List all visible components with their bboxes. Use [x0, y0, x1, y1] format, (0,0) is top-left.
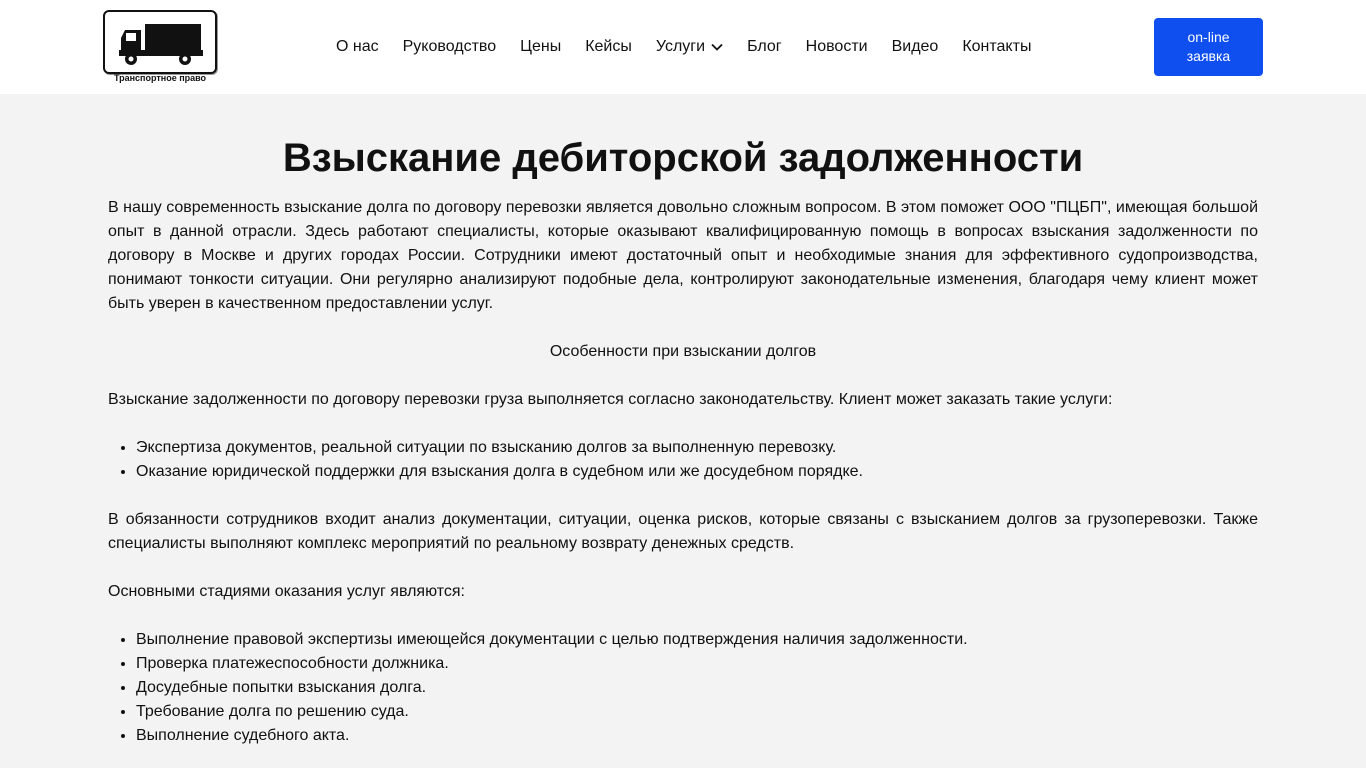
- list-item: • Выполнение правовой экспертизы имеющейся документации с целью подтверждения наличия задолженности.: [136, 628, 1258, 652]
- stages-intro: Основными стадиями оказания услуг являются:: [108, 583, 465, 600]
- cta-line2: заявка: [1186, 48, 1231, 64]
- logo-caption: Транспортное право: [113, 73, 207, 83]
- nav-item-services-label: Услуги: [655, 38, 706, 55]
- online-request-button[interactable]: [1154, 18, 1263, 76]
- services-list: [108, 436, 1258, 484]
- nav-item-contacts[interactable]: Контакты: [962, 38, 1032, 55]
- nav-item-management[interactable]: Руководство: [402, 38, 497, 55]
- cta-line1: on-line: [1187, 29, 1230, 45]
- main-content: [108, 132, 1258, 748]
- site-logo[interactable]: [103, 10, 217, 86]
- nav-item-about[interactable]: О нас: [336, 38, 379, 55]
- list-item: • Экспертиза документов, реальной ситуации по взысканию долгов за выполненную перевозку.: [136, 436, 1258, 460]
- stages-list: [108, 628, 1258, 748]
- section-subheading: Особенности при взыскании долгов: [549, 343, 817, 360]
- list-item: • Досудебные попытки взыскания долга.: [136, 676, 1258, 700]
- nav-item-blog[interactable]: Блог: [747, 38, 782, 55]
- duties-paragraph: В обязанности сотрудников входит анализ документации, ситуации, оценка рисков, которые связаны с взысканием долгов за грузоперевозки. Также специалисты выполняют комплекс мероприятий по реальному возврату денежных средств.: [108, 511, 1258, 552]
- truck-icon: [105, 12, 215, 72]
- nav-item-news[interactable]: Новости: [805, 38, 868, 55]
- list-item: • Требование долга по решению суда.: [136, 700, 1258, 724]
- list-item: • Проверка платежеспособности должника.: [136, 652, 1258, 676]
- intro-paragraph: В нашу современность взыскание долга по договору перевозки является довольно сложным вопросом. В этом поможет ООО "ПЦБП", имеющая большой опыт в данной отрасли. Здесь работают специалисты, которые оказывают квалифицированную помощь в вопросах взыскания задолженности по договору в Москве и других городах России. Сотрудники имеют достаточный опыт и необходимые знания для эффективного судопроизводства, понимают тонкости ситуации. Они регулярно анализируют подобные дела, контролируют законодательные изменения, благодаря чему клиент может быть уверен в качественном предоставлении услуг.: [108, 199, 1258, 312]
- list-item: • Выполнение судебного акта.: [136, 724, 1258, 748]
- services-intro: Взыскание задолженности по договору перевозки груза выполняется согласно законодательству. Клиент может заказать такие услуги:: [108, 391, 1113, 408]
- logo-frame: [103, 10, 217, 74]
- nav-item-prices[interactable]: Цены: [520, 38, 562, 55]
- nav-item-services[interactable]: [644, 38, 735, 56]
- list-item: • Оказание юридической поддержки для взыскания долга в судебном или же досудебном порядке.: [136, 460, 1258, 484]
- main-nav: [324, 34, 1043, 60]
- nav-item-video[interactable]: Видео: [891, 38, 939, 55]
- site-header: [0, 0, 1366, 94]
- nav-item-cases[interactable]: Кейсы: [585, 38, 632, 55]
- page-title: Взыскание дебиторской задолженности: [282, 136, 1084, 180]
- chevron-down-icon: [711, 43, 723, 51]
